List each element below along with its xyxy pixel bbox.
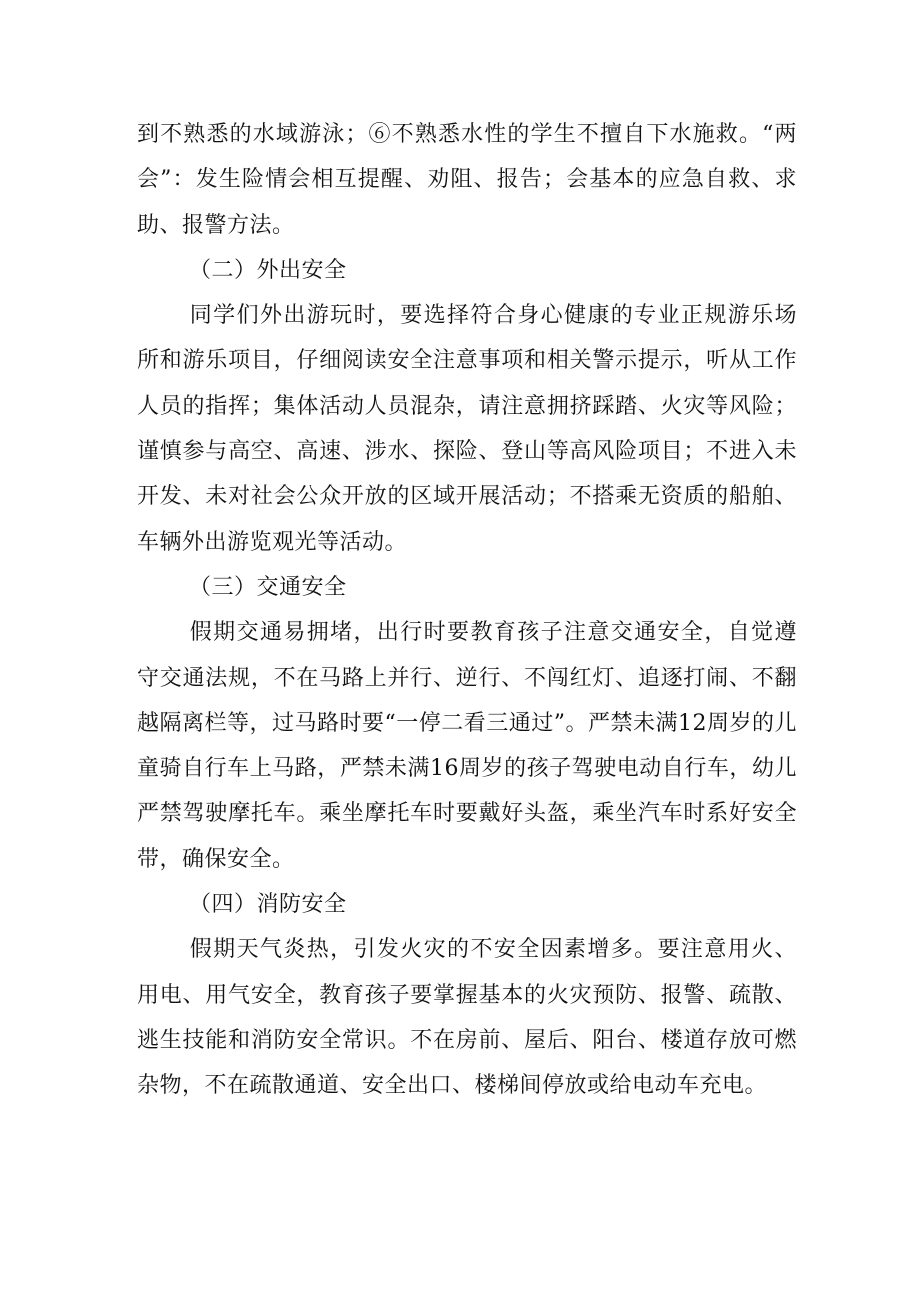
paragraph-traffic-safety: 假期交通易拥堵，出行时要教育孩子注意交通安全，自觉遵守交通法规，不在马路上并行、逆行、不闯红灯、追逐打闹、不翻越隔离栏等，过马路时要“一停二看三通过”。严禁未满12周岁的儿童骑自行车上马路，严禁未满16周岁的孩子驾驶电动自行车，幼儿严禁驾驶摩托车。乘坐摩托车时要戴好头盔，乘坐汽车时系好安全带，确保安全。 [137,620,797,872]
section-heading-traffic-safety: （三）交通安全 [189,574,347,600]
document-body [137,112,797,1109]
section-heading-outing-safety: （二）外出安全 [189,257,347,283]
paragraph-fire-safety: 假期天气炎热，引发火灾的不安全因素增多。要注意用火、用电、用气安全，教育孩子要掌握基本的火灾预防、报警、疏散、逃生技能和消防安全常识。不在房前、屋后、阳台、楼道存放可燃杂物，不在疏散通道、安全出口、楼梯间停放或给电动车充电。 [137,937,797,1099]
paragraph-water-safety-continued: 到不熟悉的水域游泳；⑥不熟悉水性的学生不擅自下水施救。“两会”：发生险情会相互提醒、劝阻、报告；会基本的应急自救、求助、报警方法。 [137,122,797,238]
section-heading-fire-safety: （四）消防安全 [189,892,347,918]
paragraph-outing-safety: 同学们外出游玩时，要选择符合身心健康的专业正规游乐场所和游乐项目，仔细阅读安全注意事项和相关警示提示，听从工作人员的指挥；集体活动人员混杂，请注意拥挤踩踏、火灾等风险；谨慎参与高空、高速、涉水、探险、登山等高风险项目；不进入未开发、未对社会公众开放的区域开展活动；不搭乘无资质的船舶、车辆外出游览观光等活动。 [137,303,797,555]
